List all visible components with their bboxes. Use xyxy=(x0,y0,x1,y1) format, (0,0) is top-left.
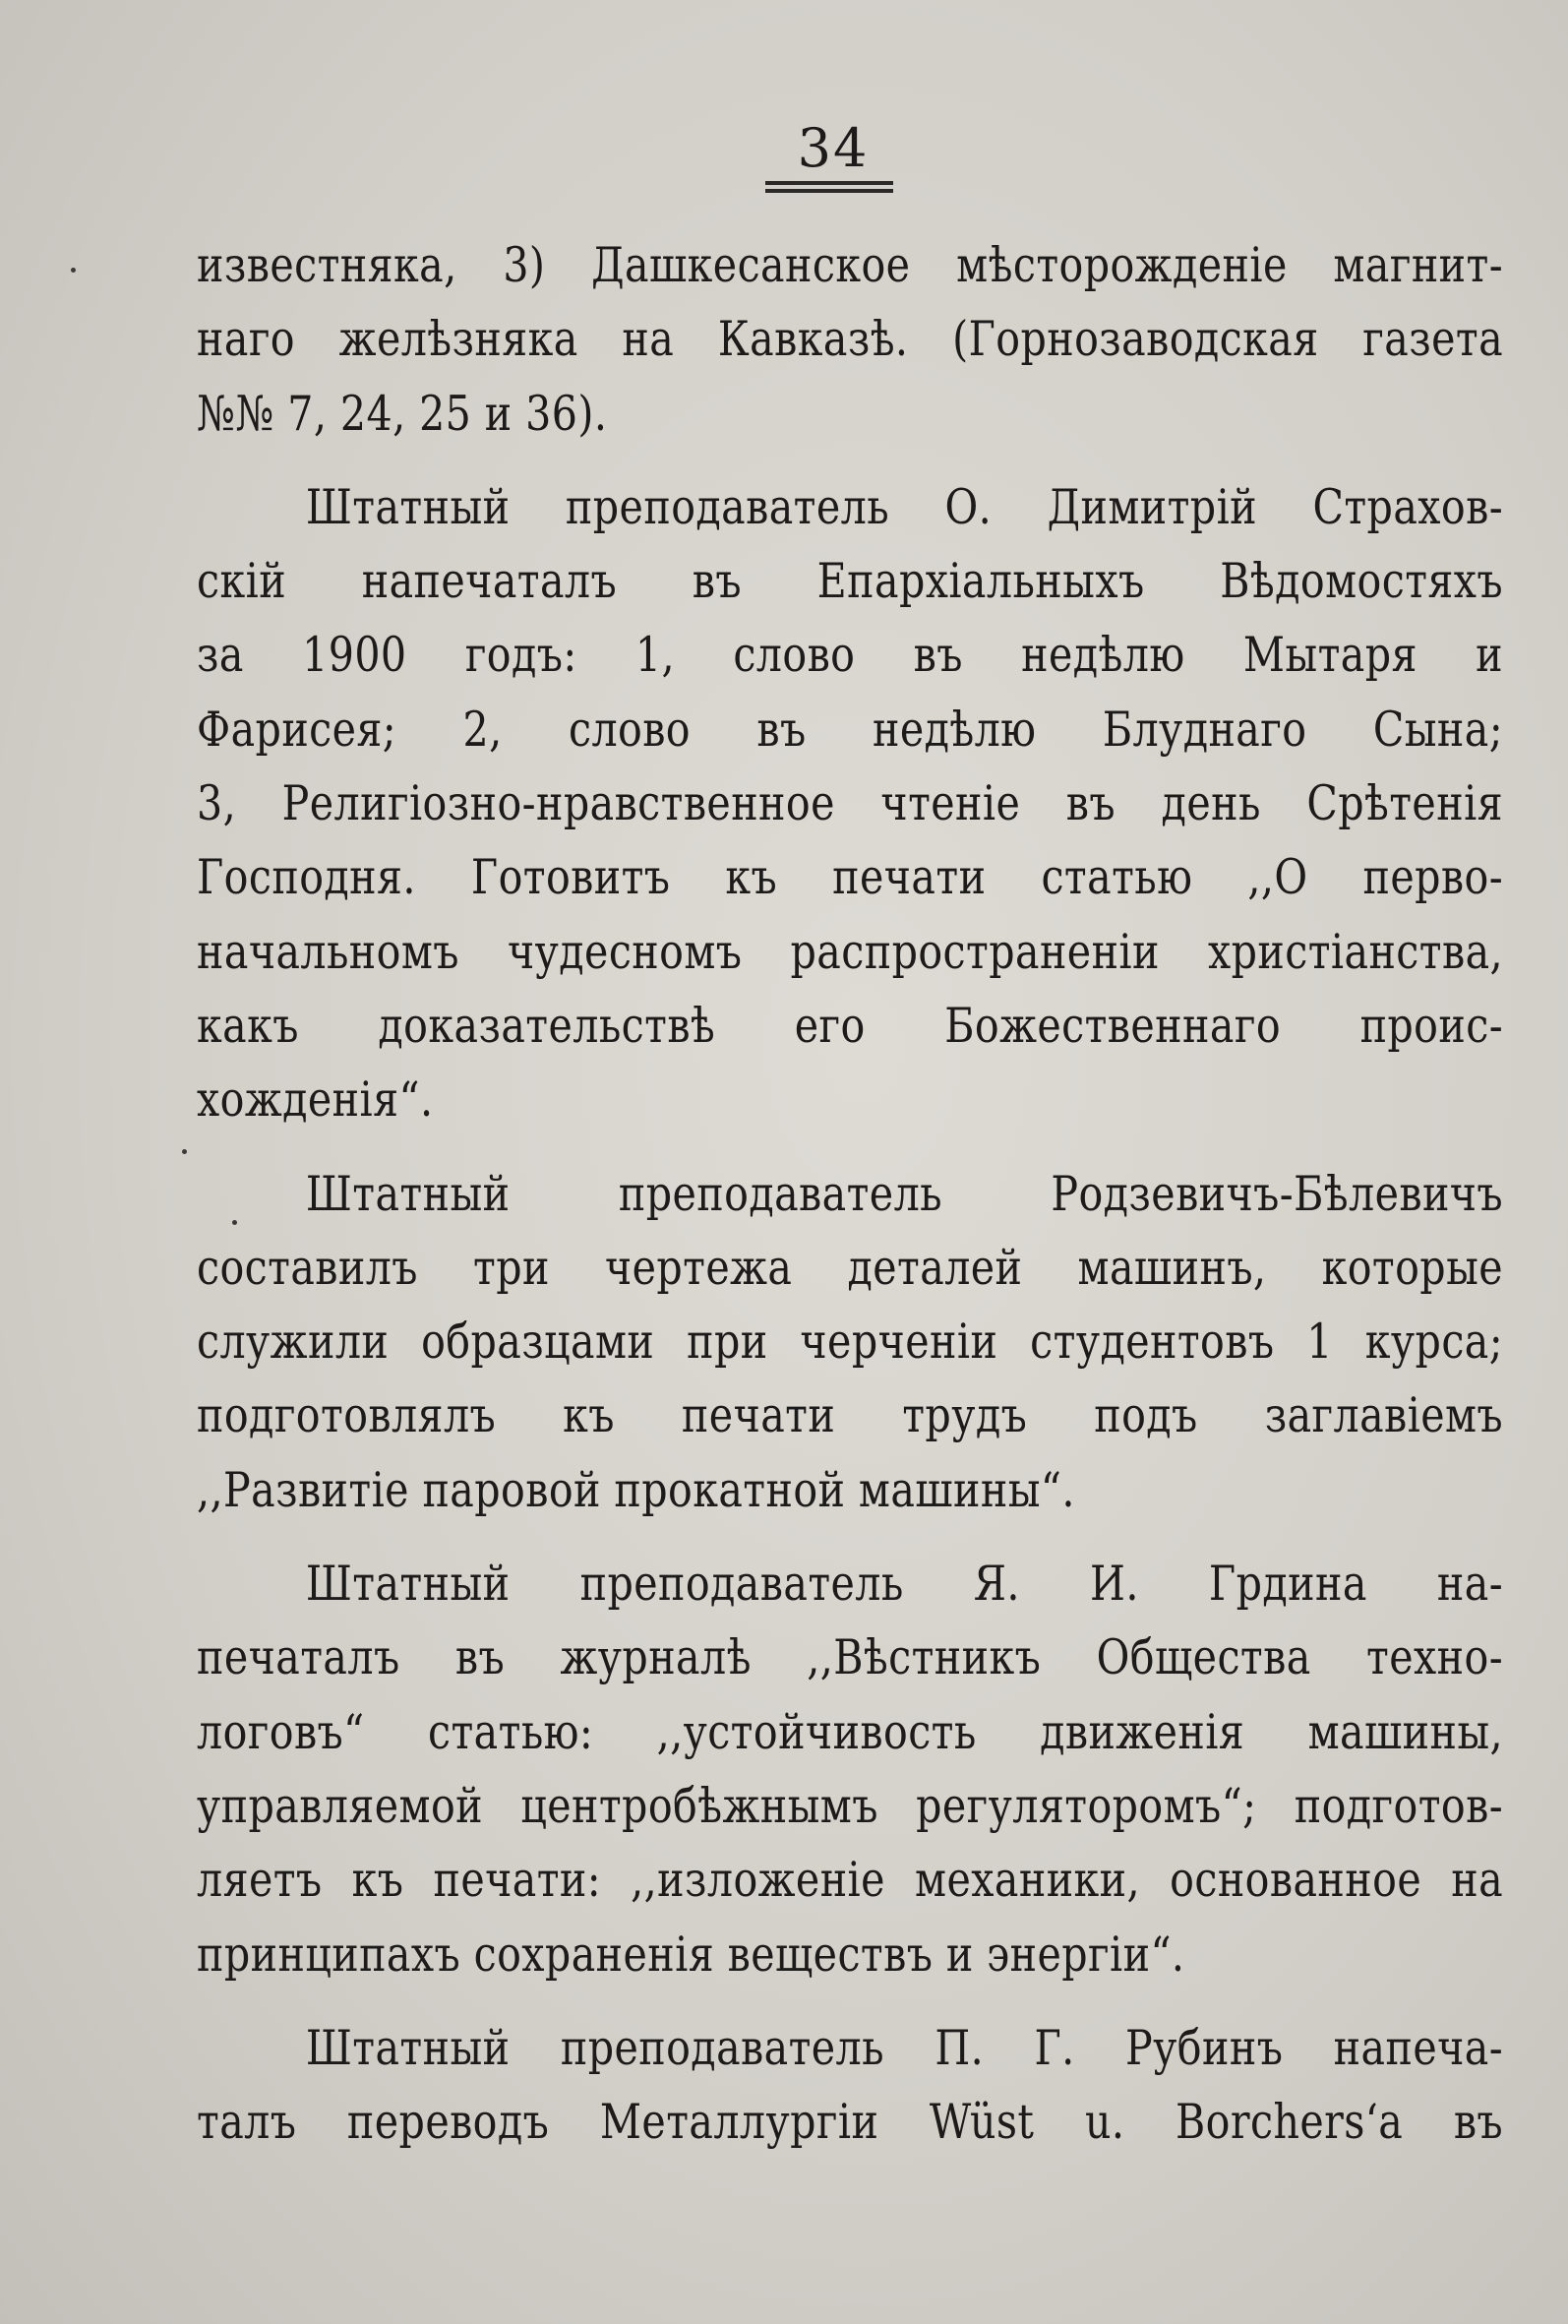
text-line: Штатный преподаватель О. Димитрій Страхов- xyxy=(305,478,1504,535)
paper-speck xyxy=(71,268,76,273)
text-line: наго желѣзняка на Кавказѣ. (Горнозаводская газета xyxy=(197,311,1504,368)
text-line: 3, Религіозно-нравственное чтеніе въ день Срѣтенія xyxy=(197,775,1504,832)
text-line: хожденія“. xyxy=(197,1071,434,1129)
text-line: известняка, 3) Дашкесанское мѣсторожденіе магнит- xyxy=(197,237,1504,293)
text-line: печаталъ въ журналѣ ,,Вѣстникъ Общества техно- xyxy=(197,1629,1504,1686)
text-line: Штатный преподаватель Я. И. Грдина на- xyxy=(305,1556,1504,1613)
paragraph xyxy=(197,1547,1505,1991)
text-line: составилъ три чертежа деталей машинъ, которые xyxy=(197,1239,1504,1296)
page-number: 34 xyxy=(797,117,870,179)
text-line: талъ переводъ Металлургіи Wüst u. Borchers‘a въ xyxy=(197,2094,1504,2151)
page-number-underline-second xyxy=(765,189,893,193)
text-line: скій напечаталъ въ Епархіальныхъ Вѣдомостяхъ xyxy=(197,553,1504,610)
paragraph xyxy=(197,228,1505,451)
text-line: №№ 7, 24, 25 и 36). xyxy=(197,385,608,442)
text-line: служили образцами при черченіи студентовъ 1 курса; xyxy=(197,1314,1504,1371)
text-line: ляетъ къ печати: ,,изложеніе механики, основанное на xyxy=(197,1852,1504,1909)
text-line: какъ доказательствѣ его Божественнаго проис- xyxy=(197,997,1504,1054)
text-line: Штатный преподаватель П. Г. Рубинъ напеча- xyxy=(305,2019,1504,2076)
paragraph xyxy=(197,2011,1505,2160)
paragraph-gap xyxy=(197,1137,1505,1157)
paragraph-gap xyxy=(197,1527,1505,1547)
body-text xyxy=(197,228,1505,2159)
text-line: Господня. Готовитъ къ печати статью ,,О перво- xyxy=(197,849,1504,906)
paper-speck xyxy=(182,1149,187,1154)
page-number-underline xyxy=(765,181,893,185)
text-line: подготовлялъ къ печати трудъ подъ заглавіемъ xyxy=(197,1387,1504,1444)
paragraph xyxy=(197,470,1505,1137)
text-line: Штатный преподаватель Родзевичъ-Бѣлевичъ xyxy=(305,1165,1504,1222)
text-line: ,,Развитіе паровой прокатной машины“. xyxy=(197,1461,1075,1518)
text-line: начальномъ чудесномъ распространеніи христіанства, xyxy=(197,923,1504,980)
text-line: логовъ“ статью: ,,устойчивость движенія машины, xyxy=(197,1703,1504,1760)
text-line: за 1900 годъ: 1, слово въ недѣлю Мытаря и xyxy=(197,627,1504,684)
paragraph-gap xyxy=(197,1991,1505,2011)
text-line: управляемой центробѣжнымъ регуляторомъ“; подготов- xyxy=(197,1777,1504,1834)
paragraph xyxy=(197,1157,1505,1527)
text-line: Фарисея; 2, слово въ недѣлю Блуднаго Сына; xyxy=(197,701,1504,758)
text-line: принципахъ сохраненія веществъ и энергіи“. xyxy=(197,1926,1185,1983)
paragraph-gap xyxy=(197,451,1505,470)
